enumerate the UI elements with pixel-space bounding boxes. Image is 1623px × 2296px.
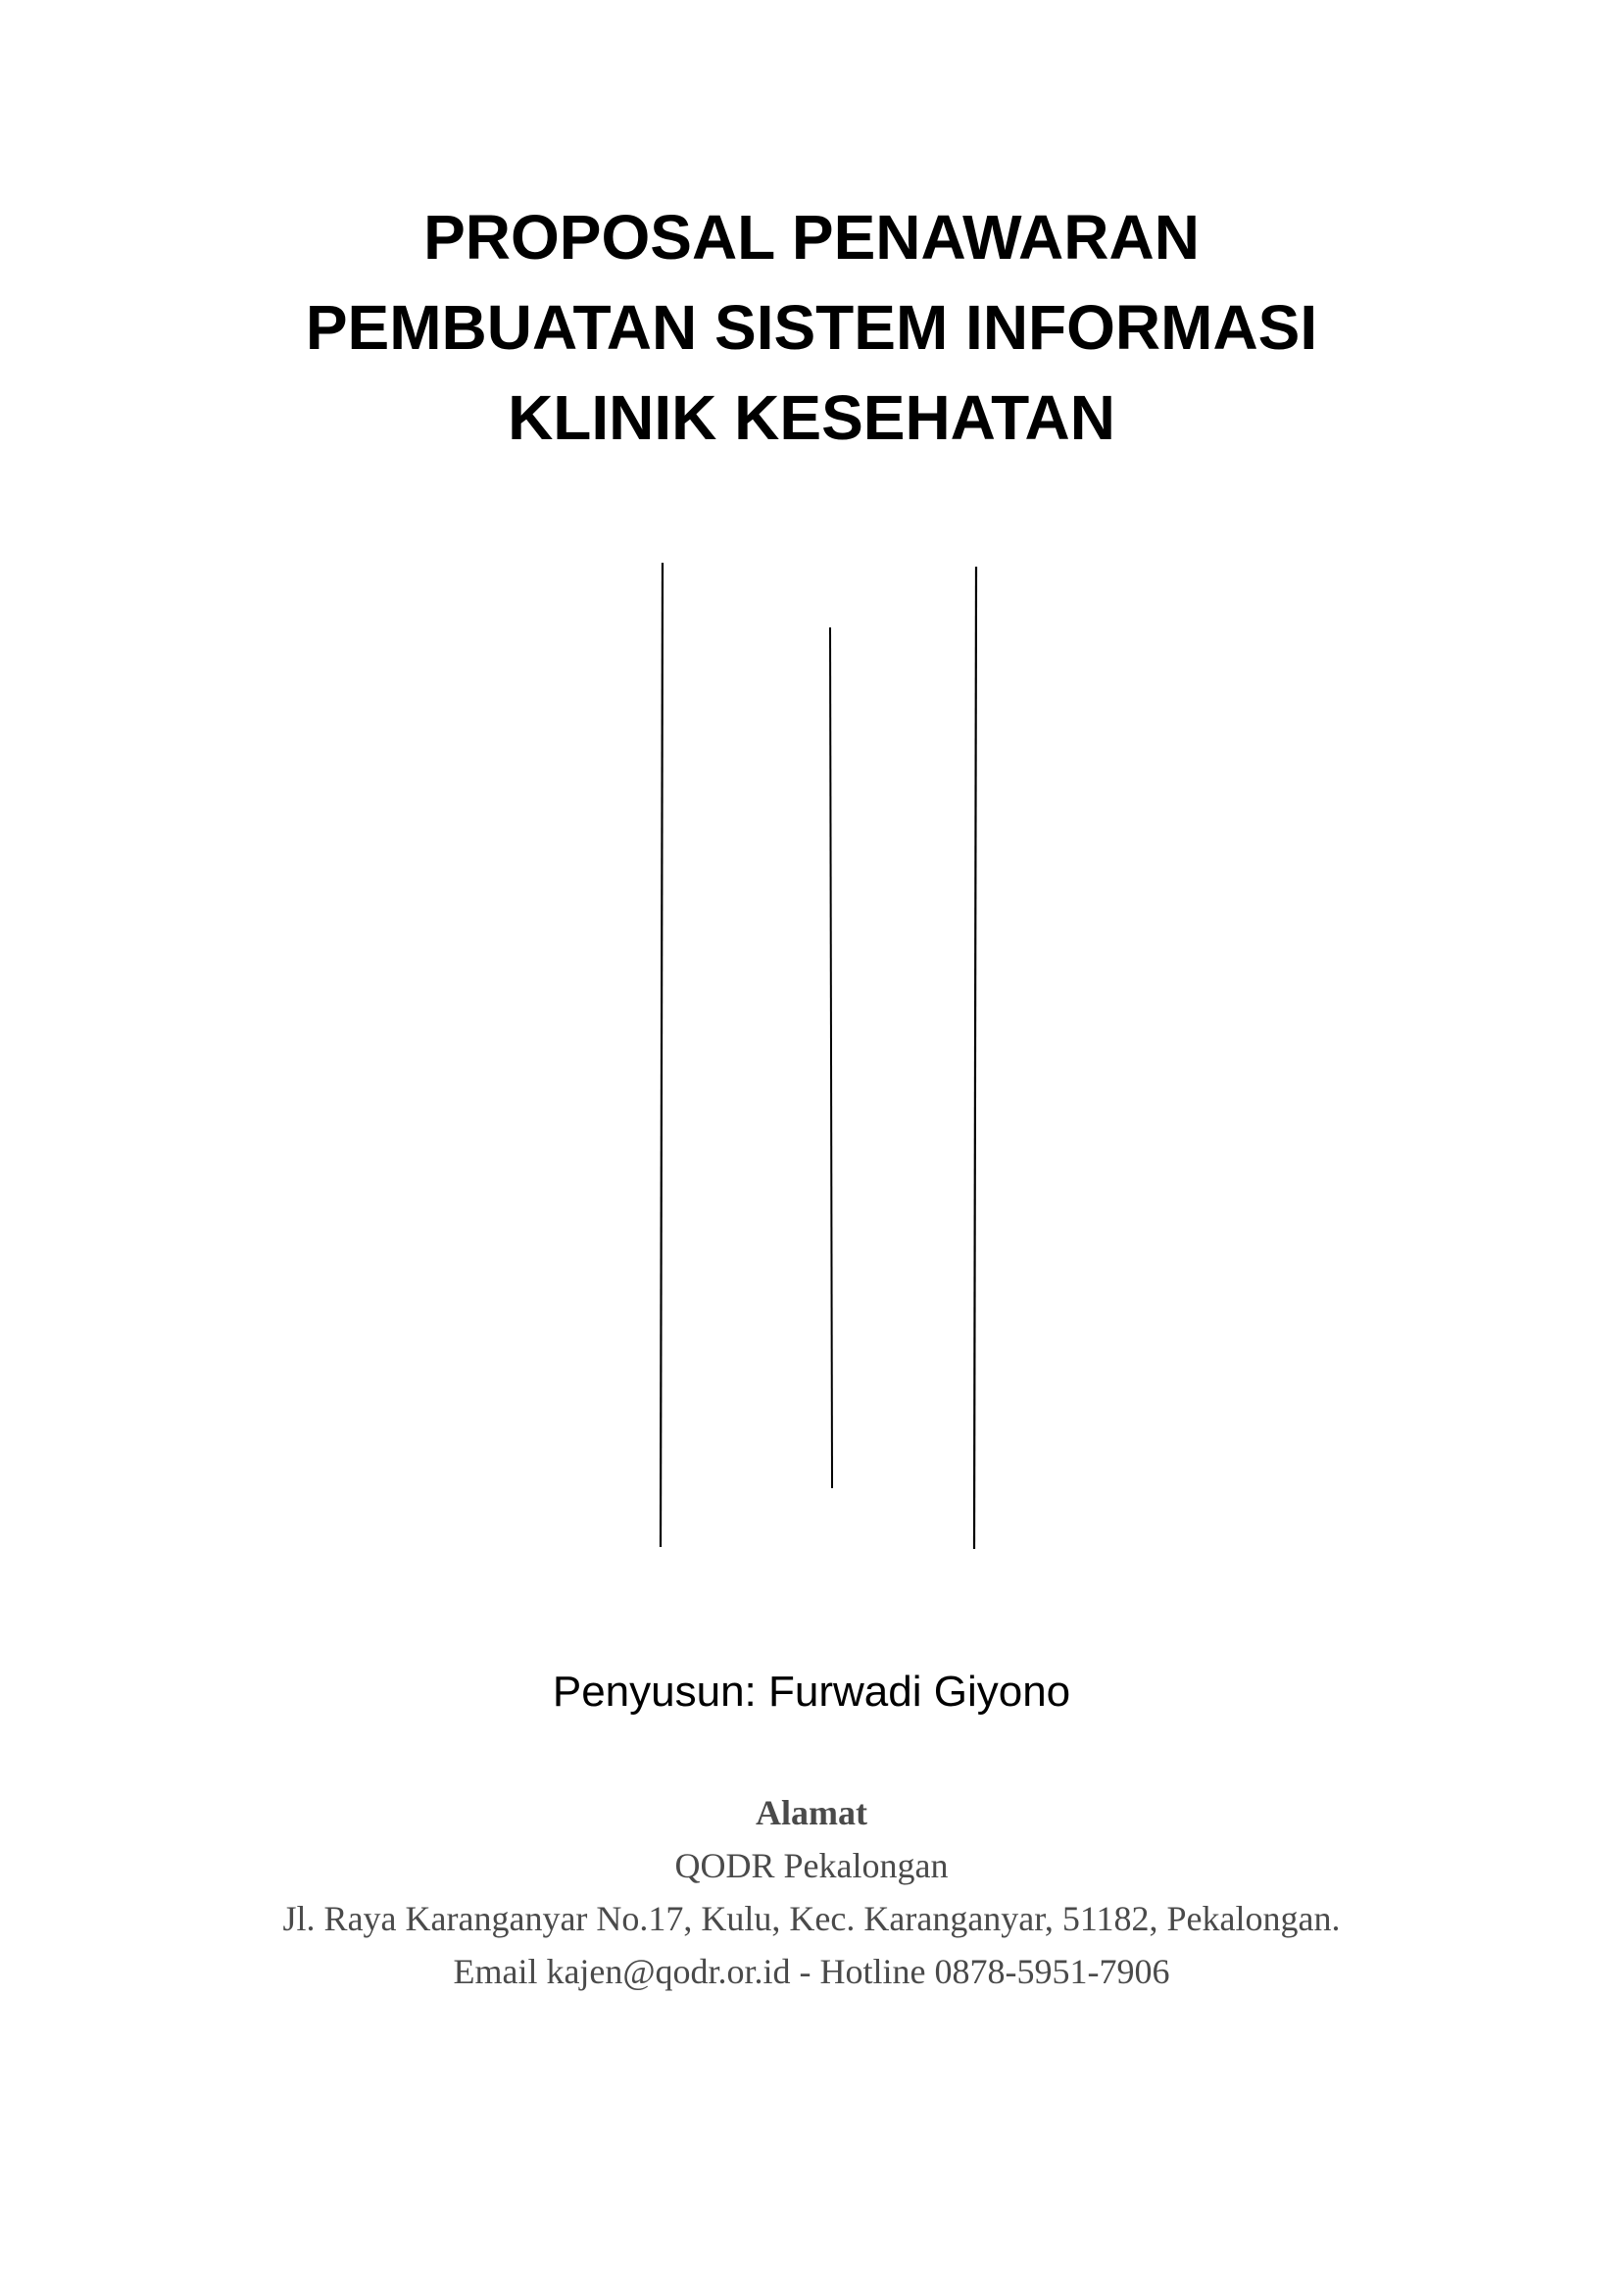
title-line-2: PEMBUATAN SISTEM INFORMASI <box>305 292 1318 363</box>
address-block <box>0 1786 1623 1998</box>
title-line-1: PROPOSAL PENAWARAN <box>423 202 1200 273</box>
decor-line-right <box>974 567 976 1549</box>
address-heading: Alamat <box>756 1793 867 1832</box>
decor-line-left <box>661 563 663 1547</box>
address-organization: QODR Pekalongan <box>674 1846 949 1885</box>
address-street: Jl. Raya Karanganyar No.17, Kulu, Kec. Karanganyar, 51182, Pekalongan. <box>282 1899 1341 1938</box>
decor-line-middle <box>830 627 832 1488</box>
title-line-3: KLINIK KESEHATAN <box>508 382 1115 453</box>
document-title <box>0 192 1623 463</box>
author-line: Penyusun: Furwadi Giyono <box>552 1668 1071 1716</box>
address-contact: Email kajen@qodr.or.id - Hotline 0878-5951-7906 <box>453 1952 1170 1991</box>
